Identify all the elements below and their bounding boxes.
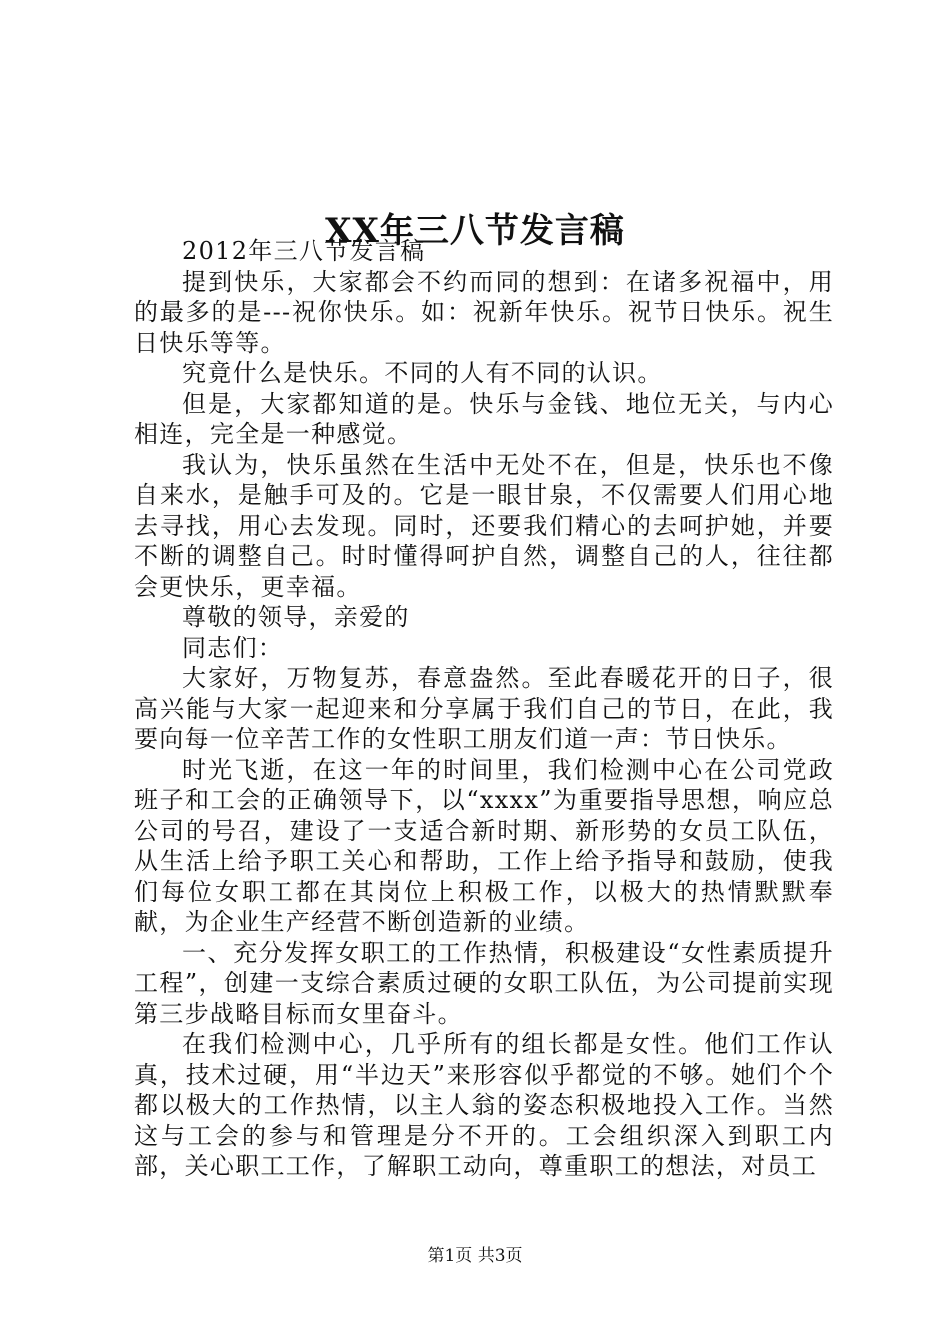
paragraph: 但是，大家都知道的是。快乐与金钱、地位无关，与内心相连，完全是一种感觉。 — [134, 389, 834, 448]
document-body — [134, 236, 834, 1182]
page-number-footer: 第1页 共3页 — [427, 1246, 523, 1266]
paragraph: 究竟什么是快乐。不同的人有不同的认识。 — [182, 359, 663, 387]
paragraph: 我认为，快乐虽然在生活中无处不在，但是，快乐也不像自来水，是触手可及的。它是一眼甘泉，不仅需要人们用心地去寻找，用心去发现。同时，还要我们精心的去呵护她，并要不断的调整自己。时时懂得呵护自然，调整自己的人，往往都会更快乐，更幸福。 — [134, 450, 834, 601]
document-title: XX年三八节发言稿 — [325, 210, 625, 251]
salutation-line: 同志们： — [182, 633, 284, 662]
paragraph: 提到快乐，大家都会不约而同的想到：在诸多祝福中，用的最多的是---祝你快乐。如：祝新年快乐。祝节日快乐。祝生日快乐等等。 — [134, 267, 834, 357]
paragraph: 在我们检测中心，几乎所有的组长都是女性。他们工作认真，技术过硬，用“半边天”来形容似乎都觉的不够。她们个个都以极大的工作热情，以主人翁的姿态积极地投入工作。当然这与工会的参与和管理是分不开的。工会组织深入到职工内部，关心职工工作，了解职工动向，尊重职工的想法，对员工 — [134, 1030, 834, 1180]
paragraph: 2012年三八节发言稿 — [182, 237, 426, 265]
section-heading-paragraph: 一、充分发挥女职工的工作热情，积极建设“女性素质提升工程”，创建一支综合素质过硬的女职工队伍，为公司提前实现第三步战略目标而女里奋斗。 — [134, 938, 834, 1028]
paragraph: 时光飞逝，在这一年的时间里，我们检测中心在公司党政班子和工会的正确领导下，以“xxxx”为重要指导思想，响应总公司的号召，建设了一支适合新时期、新形势的女员工队伍，从生活上给予职工关心和帮助，工作上给予指导和鼓励，使我们每位女职工都在其岗位上积极工作，以极大的热情默默奉献，为企业生产经营不断创造新的业绩。 — [134, 755, 834, 936]
salutation-line: 尊敬的领导，亲爱的 — [182, 603, 410, 631]
paragraph: 大家好，万物复苏，春意盎然。至此春暖花开的日子，很高兴能与大家一起迎来和分享属于我们自己的节日，在此，我要向每一位辛苦工作的女性职工朋友们道一声：节日快乐。 — [134, 664, 834, 753]
